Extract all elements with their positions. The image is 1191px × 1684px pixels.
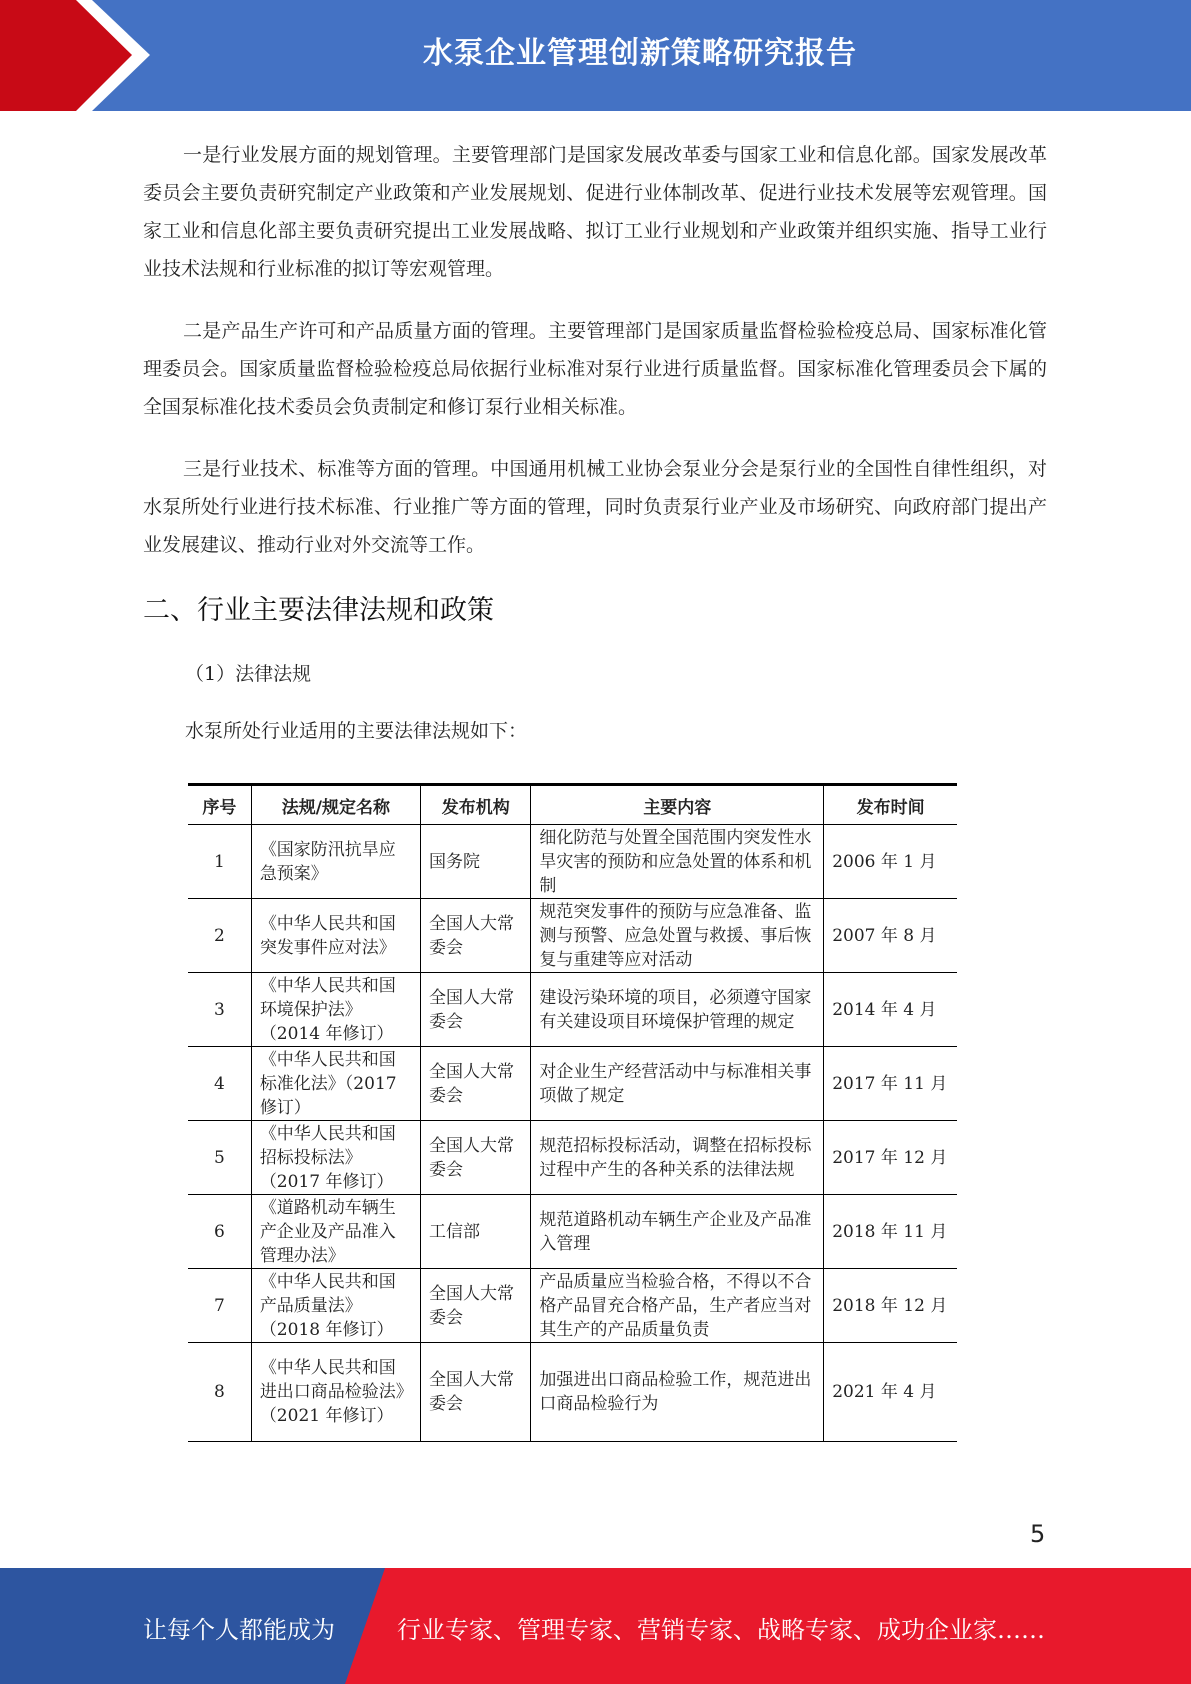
cell-seq: 7 bbox=[188, 1269, 251, 1343]
cell-date: 2006 年 1 月 bbox=[824, 825, 957, 899]
cell-org: 国务院 bbox=[421, 825, 531, 899]
cell-org: 全国人大常委会 bbox=[421, 1343, 531, 1442]
col-header-date: 发布时间 bbox=[824, 785, 957, 825]
cell-name: 《中华人民共和国标准化法》（2017 修订） bbox=[251, 1047, 420, 1121]
cell-seq: 2 bbox=[188, 899, 251, 973]
cell-seq: 8 bbox=[188, 1343, 251, 1442]
table-row bbox=[188, 1047, 957, 1121]
col-header-org: 发布机构 bbox=[421, 785, 531, 825]
cell-date: 2021 年 4 月 bbox=[824, 1343, 957, 1442]
col-header-seq: 序号 bbox=[188, 785, 251, 825]
cell-content: 产品质量应当检验合格，不得以不合格产品冒充合格产品，生产者应当对其生产的产品质量负责 bbox=[531, 1269, 824, 1343]
page-footer bbox=[0, 1568, 1191, 1684]
cell-org: 全国人大常委会 bbox=[421, 1269, 531, 1343]
paragraph-technology: 三是行业技术、标准等方面的管理。中国通用机械工业协会泵业分会是泵行业的全国性自律性组织，对水泵所处行业进行技术标准、行业推广等方面的管理，同时负责泵行业产业及市场研究、向政府部门提出产业发展建议、推动行业对外交流等工作。 bbox=[143, 458, 1047, 556]
cell-org: 全国人大常委会 bbox=[421, 973, 531, 1047]
cell-content: 建设污染环境的项目，必须遵守国家有关建设项目环境保护管理的规定 bbox=[531, 973, 824, 1047]
table-row bbox=[188, 899, 957, 973]
cell-name: 《道路机动车辆生产企业及产品准入管理办法》 bbox=[251, 1195, 420, 1269]
cell-org: 工信部 bbox=[421, 1195, 531, 1269]
sub-heading: （1）法律法规 bbox=[185, 663, 312, 685]
paragraph-quality: 二是产品生产许可和产品质量方面的管理。主要管理部门是国家质量监督检验检疫总局、国家标准化管理委员会。国家质量监督检验检疫总局依据行业标准对泵行业进行质量监督。国家标准化管理委员会下属的全国泵标准化技术委员会负责制定和修订泵行业相关标准。 bbox=[143, 320, 1047, 418]
section-heading: 二、行业主要法律法规和政策 bbox=[143, 595, 494, 626]
cell-content: 细化防范与处置全国范围内突发性水旱灾害的预防和应急处置的体系和机制 bbox=[531, 825, 824, 899]
col-header-content: 主要内容 bbox=[531, 785, 824, 825]
cell-seq: 3 bbox=[188, 973, 251, 1047]
cell-name: 《中华人民共和国招标投标法》（2017 年修订） bbox=[251, 1121, 420, 1195]
cell-date: 2017 年 11 月 bbox=[824, 1047, 957, 1121]
cell-org: 全国人大常委会 bbox=[421, 899, 531, 973]
cell-date: 2014 年 4 月 bbox=[824, 973, 957, 1047]
cell-name: 《中华人民共和国突发事件应对法》 bbox=[251, 899, 420, 973]
paragraph-planning: 一是行业发展方面的规划管理。主要管理部门是国家发展改革委与国家工业和信息化部。国家发展改革委员会主要负责研究制定产业政策和产业发展规划、促进行业体制改革、促进行业技术发展等宏观管理。国家工业和信息化部主要负责研究提出工业发展战略、拟订工业行业规划和产业政策并组织实施、指导工业行业技术法规和行业标准的拟订等宏观管理。 bbox=[143, 144, 1047, 280]
cell-content: 加强进出口商品检验工作，规范进出口商品检验行为 bbox=[531, 1343, 824, 1442]
cell-org: 全国人大常委会 bbox=[421, 1047, 531, 1121]
cell-seq: 5 bbox=[188, 1121, 251, 1195]
cell-seq: 6 bbox=[188, 1195, 251, 1269]
document-body bbox=[143, 136, 1047, 781]
table-row bbox=[188, 1121, 957, 1195]
cell-org: 全国人大常委会 bbox=[421, 1121, 531, 1195]
cell-date: 2018 年 11 月 bbox=[824, 1195, 957, 1269]
table-row bbox=[188, 1343, 957, 1442]
table-intro: 水泵所处行业适用的主要法律法规如下： bbox=[185, 720, 528, 742]
table-header-row bbox=[188, 785, 957, 825]
table-row bbox=[188, 825, 957, 899]
cell-name: 《中华人民共和国进出口商品检验法》（2021 年修订） bbox=[251, 1343, 420, 1442]
cell-content: 规范道路机动车辆生产企业及产品准入管理 bbox=[531, 1195, 824, 1269]
footer-slogan-left: 让每个人都能成为 bbox=[143, 1616, 335, 1644]
table-row bbox=[188, 1269, 957, 1343]
cell-date: 2007 年 8 月 bbox=[824, 899, 957, 973]
cell-content: 对企业生产经营活动中与标准相关事项做了规定 bbox=[531, 1047, 824, 1121]
table-row bbox=[188, 973, 957, 1047]
cell-content: 规范突发事件的预防与应急准备、监测与预警、应急处置与救援、事后恢复与重建等应对活动 bbox=[531, 899, 824, 973]
cell-date: 2018 年 12 月 bbox=[824, 1269, 957, 1343]
cell-name: 《中华人民共和国环境保护法》（2014 年修订） bbox=[251, 973, 420, 1047]
cell-name: 《国家防汛抗旱应急预案》 bbox=[251, 825, 420, 899]
cell-date: 2017 年 12 月 bbox=[824, 1121, 957, 1195]
col-header-name: 法规/规定名称 bbox=[251, 785, 420, 825]
laws-table bbox=[188, 783, 957, 1442]
page-number: 5 bbox=[1030, 1520, 1046, 1548]
footer-slogan-right: 行业专家、管理专家、营销专家、战略专家、成功企业家…… bbox=[397, 1616, 1045, 1644]
cell-content: 规范招标投标活动，调整在招标投标过程中产生的各种关系的法律法规 bbox=[531, 1121, 824, 1195]
page-header bbox=[0, 0, 1191, 111]
report-title: 水泵企业管理创新策略研究报告 bbox=[423, 36, 857, 71]
table-row bbox=[188, 1195, 957, 1269]
cell-seq: 4 bbox=[188, 1047, 251, 1121]
header-chevron-icon bbox=[0, 0, 140, 111]
cell-seq: 1 bbox=[188, 825, 251, 899]
cell-name: 《中华人民共和国产品质量法》（2018 年修订） bbox=[251, 1269, 420, 1343]
